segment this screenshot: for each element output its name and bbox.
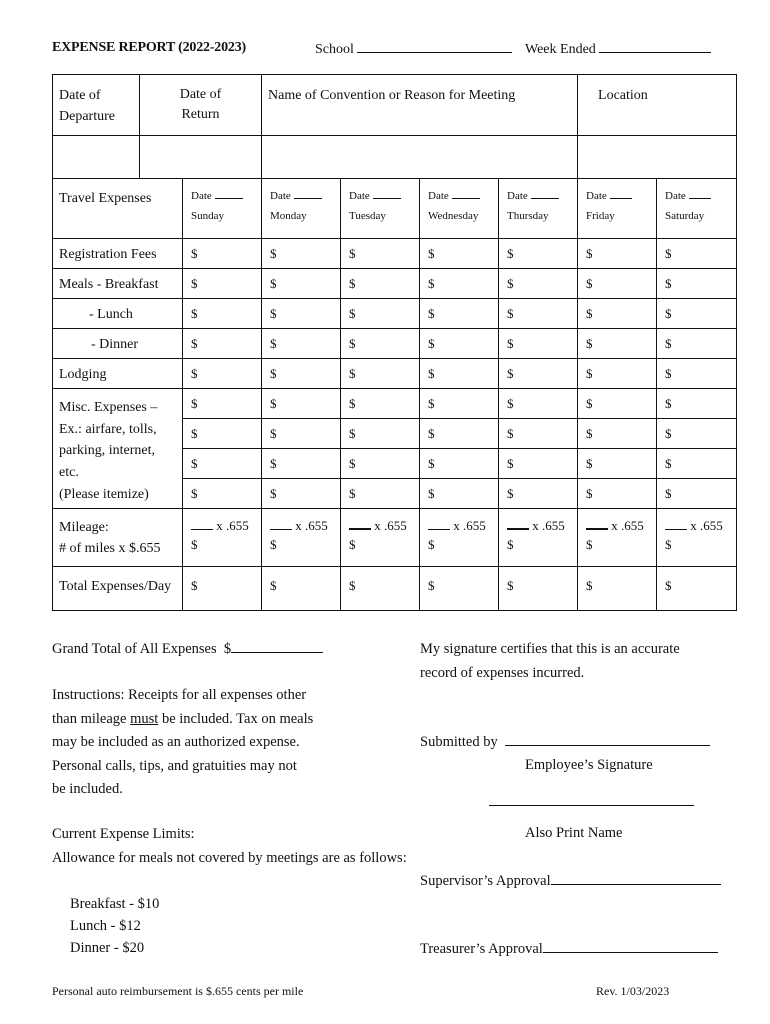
mileage-cell[interactable]: x .655 $	[578, 509, 657, 567]
grand-total-label: Grand Total of All Expenses	[52, 641, 217, 657]
reason-value[interactable]	[262, 136, 578, 179]
expense-cell[interactable]: $	[183, 359, 262, 389]
departure-value[interactable]	[53, 136, 140, 179]
week-ended-field[interactable]	[525, 40, 711, 58]
grand-total-line	[231, 640, 323, 653]
row-lodging	[53, 359, 737, 389]
treasurer-approval-label: Treasurer’s Approval	[420, 941, 543, 957]
row-total	[53, 567, 737, 611]
location-value[interactable]	[578, 136, 737, 179]
expense-cell[interactable]: $	[341, 479, 420, 509]
expense-cell[interactable]: $	[420, 359, 499, 389]
expense-cell[interactable]: $	[420, 419, 499, 449]
expense-cell[interactable]: $	[499, 269, 578, 299]
location-header: Location	[578, 75, 737, 136]
expense-cell[interactable]: $	[183, 299, 262, 329]
total-label: Total Expenses/Day	[53, 567, 183, 611]
expense-cell[interactable]: $	[420, 239, 499, 269]
supervisor-approval-line	[551, 872, 721, 885]
expense-cell[interactable]: $	[578, 449, 657, 479]
expense-cell[interactable]: $	[341, 329, 420, 359]
expense-cell[interactable]: $	[183, 479, 262, 509]
day-header-monday[interactable]: Date Monday	[262, 179, 341, 239]
lunch-label: - Lunch	[53, 299, 183, 329]
expense-cell[interactable]: $	[578, 479, 657, 509]
mileage-cell[interactable]: x .655 $	[183, 509, 262, 567]
expense-cell[interactable]: $	[657, 299, 737, 329]
expense-cell[interactable]: $	[499, 449, 578, 479]
day-header-wednesday[interactable]: Date Wednesday	[420, 179, 499, 239]
travel-expenses-label: Travel Expenses	[53, 179, 183, 239]
row-mileage	[53, 509, 737, 567]
lodging-label: Lodging	[53, 359, 183, 389]
treasurer-approval-field[interactable]	[420, 938, 718, 962]
grand-total-field[interactable]	[52, 638, 323, 662]
day-header-tuesday[interactable]: Date Tuesday	[341, 179, 420, 239]
revision: Rev. 1/03/2023	[596, 984, 670, 998]
dinner-label: - Dinner	[53, 329, 183, 359]
expense-cell[interactable]: $	[341, 419, 420, 449]
grand-total-currency: $	[223, 641, 232, 657]
expense-cell[interactable]: $	[657, 239, 737, 269]
expense-cell[interactable]: $	[262, 239, 341, 269]
expense-cell[interactable]: $	[183, 419, 262, 449]
limit-dinner: Dinner - $20	[70, 940, 145, 956]
total-cell[interactable]: $	[183, 567, 262, 611]
limit-breakfast: Breakfast - $10	[70, 896, 160, 912]
employee-signature-line	[505, 733, 710, 746]
week-ended-line	[599, 40, 711, 53]
treasurer-approval-line	[543, 940, 718, 953]
row-breakfast	[53, 269, 737, 299]
expense-cell[interactable]: $	[262, 359, 341, 389]
expense-cell[interactable]: $	[262, 299, 341, 329]
expense-cell[interactable]: $	[341, 449, 420, 479]
expense-cell[interactable]: $	[578, 299, 657, 329]
submitted-by-field[interactable]	[420, 731, 710, 755]
expense-cell[interactable]: $	[341, 269, 420, 299]
expense-cell[interactable]: $	[420, 269, 499, 299]
expense-cell[interactable]: $	[657, 329, 737, 359]
expense-cell[interactable]: $	[420, 329, 499, 359]
supervisor-approval-field[interactable]	[420, 870, 721, 894]
row-misc-1	[53, 389, 737, 419]
expense-cell[interactable]: $	[341, 299, 420, 329]
week-ended-label: Week Ended	[525, 42, 596, 57]
misc-expenses-label: Misc. Expenses – Ex.: airfare, tolls, parking, internet, etc. (Please itemize)	[53, 389, 183, 509]
expense-cell[interactable]: $	[578, 419, 657, 449]
mileage-cell[interactable]: x .655 $	[499, 509, 578, 567]
expense-cell[interactable]: $	[499, 239, 578, 269]
mileage-cell[interactable]: x .655 $	[420, 509, 499, 567]
mileage-cell[interactable]: x .655 $	[657, 509, 737, 567]
report-title: EXPENSE REPORT (2022-2023)	[52, 40, 246, 55]
mileage-cell[interactable]: x .655 $	[262, 509, 341, 567]
expense-cell[interactable]: $	[262, 419, 341, 449]
certify-statement: My signature certifies that this is an accurate record of expenses incurred.	[420, 641, 680, 681]
expense-cell[interactable]: $	[578, 269, 657, 299]
expense-cell[interactable]: $	[420, 479, 499, 509]
total-cell[interactable]: $	[341, 567, 420, 611]
school-label: School	[315, 42, 354, 57]
expense-cell[interactable]: $	[262, 269, 341, 299]
mileage-cell[interactable]: x .655 $	[341, 509, 420, 567]
expense-cell[interactable]: $	[499, 299, 578, 329]
limit-lunch: Lunch - $12	[70, 918, 141, 934]
mileage-label: Mileage: # of miles x $.655	[53, 509, 183, 567]
expense-cell[interactable]: $	[262, 449, 341, 479]
expense-cell[interactable]: $	[657, 359, 737, 389]
expense-cell[interactable]: $	[341, 389, 420, 419]
employee-signature-caption: Employee’s Signature	[525, 757, 653, 773]
reason-header: Name of Convention or Reason for Meeting	[262, 75, 578, 136]
registration-label: Registration Fees	[53, 239, 183, 269]
school-line	[357, 40, 512, 53]
expense-cell[interactable]: $	[262, 329, 341, 359]
expense-cell[interactable]: $	[183, 449, 262, 479]
return-header: Date of Return	[140, 75, 262, 136]
total-cell[interactable]: $	[657, 567, 737, 611]
expense-cell[interactable]: $	[499, 479, 578, 509]
meal-limits-list	[70, 893, 159, 959]
expense-cell[interactable]: $	[499, 329, 578, 359]
expense-cell[interactable]: $	[657, 479, 737, 509]
expense-cell[interactable]: $	[341, 239, 420, 269]
submitted-by-label: Submitted by	[420, 734, 498, 750]
expense-cell[interactable]: $	[183, 269, 262, 299]
expense-cell[interactable]: $	[341, 359, 420, 389]
expense-cell[interactable]: $	[262, 479, 341, 509]
expense-cell[interactable]: $	[420, 299, 499, 329]
expense-cell[interactable]: $	[578, 239, 657, 269]
expense-cell[interactable]: $	[657, 449, 737, 479]
expense-cell[interactable]: $	[578, 359, 657, 389]
supervisor-approval-label: Supervisor’s Approval	[420, 873, 551, 889]
expense-cell[interactable]: $	[578, 389, 657, 419]
day-header-sunday[interactable]: Date Sunday	[183, 179, 262, 239]
expense-cell[interactable]: $	[420, 449, 499, 479]
row-lunch	[53, 299, 737, 329]
footer-note: Personal auto reimbursement is $.655 cents per mile	[52, 984, 304, 998]
return-value[interactable]	[140, 136, 262, 179]
expense-cell[interactable]: $	[262, 389, 341, 419]
print-name-line[interactable]	[489, 805, 694, 806]
print-name-caption: Also Print Name	[525, 825, 623, 841]
expense-cell[interactable]: $	[183, 329, 262, 359]
instructions: Instructions: Receipts for all expenses other than mileage must be included. Tax on meals may be included as an authorized expense. Personal calls, tips, and gratuities may not be included.	[52, 687, 314, 797]
expense-cell[interactable]: $	[657, 419, 737, 449]
expense-limits: Current Expense Limits: Allowance for meals not covered by meetings are as follows:	[52, 826, 407, 866]
day-header-thursday[interactable]: Date Thursday	[499, 179, 578, 239]
expense-cell[interactable]: $	[499, 419, 578, 449]
day-header-saturday[interactable]: Date Saturday	[657, 179, 737, 239]
expense-cell[interactable]: $	[499, 359, 578, 389]
departure-header: Date of Departure	[53, 75, 140, 136]
expense-cell[interactable]: $	[183, 239, 262, 269]
row-dinner	[53, 329, 737, 359]
total-cell[interactable]: $	[420, 567, 499, 611]
day-header-friday[interactable]: Date Friday	[578, 179, 657, 239]
expense-cell[interactable]: $	[657, 389, 737, 419]
expense-cell[interactable]: $	[578, 329, 657, 359]
expense-cell[interactable]: $	[499, 389, 578, 419]
expense-cell[interactable]: $	[420, 389, 499, 419]
school-field[interactable]	[315, 40, 512, 58]
expense-cell[interactable]: $	[657, 269, 737, 299]
expense-table	[52, 74, 737, 611]
total-cell[interactable]: $	[262, 567, 341, 611]
breakfast-label: Meals - Breakfast	[53, 269, 183, 299]
total-cell[interactable]: $	[578, 567, 657, 611]
row-registration	[53, 239, 737, 269]
expense-cell[interactable]: $	[183, 389, 262, 419]
total-cell[interactable]: $	[499, 567, 578, 611]
